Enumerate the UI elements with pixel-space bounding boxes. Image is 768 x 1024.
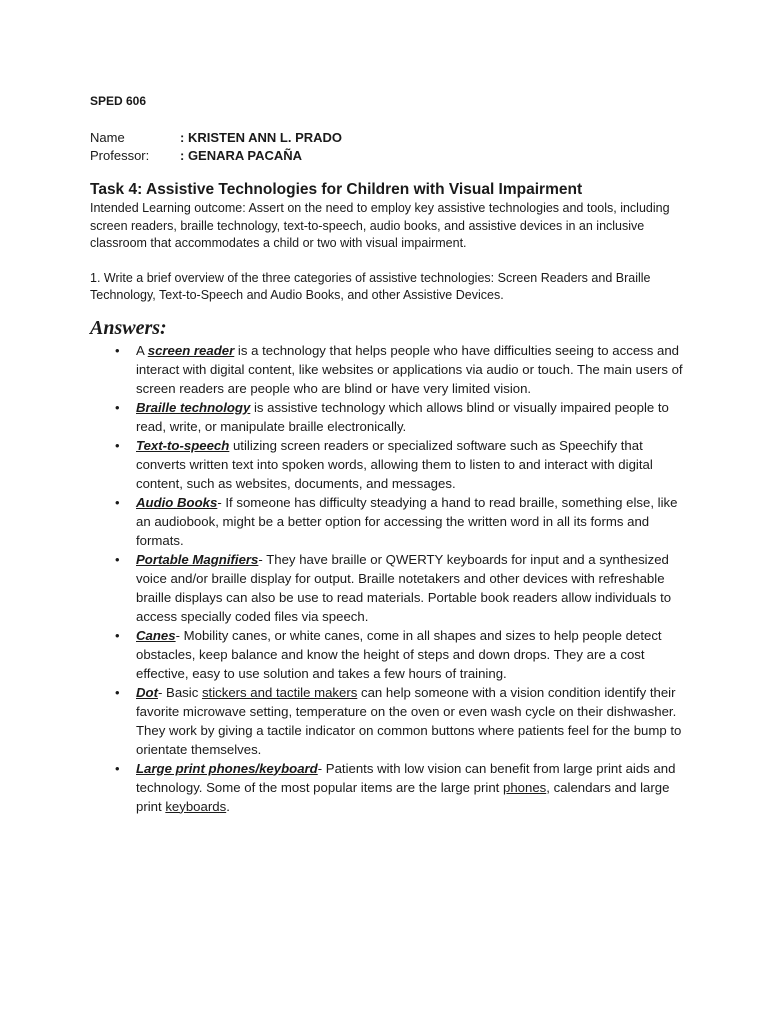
list-item: [115, 341, 690, 398]
item-term: Dot: [136, 684, 158, 700]
list-item: [115, 626, 690, 683]
bullet-icon: •: [115, 627, 120, 643]
list-item: [115, 550, 690, 626]
item-text: , calendars and large print: [136, 779, 670, 814]
professor-label: Professor:: [90, 148, 150, 163]
item-text: - Basic: [157, 684, 202, 700]
item-text: can help someone with a vision condition identify their favorite microwave setting, temperature on the oven or even wash cycle on their dishwasher. They work by giving a tactile indicator on common buttons where patients feel for the bump to orientate themselves.: [136, 684, 682, 757]
task-title: Task 4: Assistive Technologies for Children with Visual Impairment: [90, 181, 583, 198]
item-term: Portable Magnifiers: [136, 551, 259, 567]
bullet-icon: •: [115, 494, 120, 510]
name-value: : KRISTEN ANN L. PRADO: [180, 130, 343, 145]
item-term: screen reader: [147, 342, 235, 358]
bullet-icon: •: [115, 342, 120, 358]
stickers-link[interactable]: stickers and tactile makers: [201, 684, 358, 700]
name-row: [90, 129, 690, 147]
learning-outcome: Intended Learning outcome: Assert on the need to employ key assistive technologies and tools, including screen readers, braille technology, text-to-speech, audio books, and assistive devices in an inclusive classroom that accommodates a child or two with visual impairment.: [90, 201, 670, 250]
item-term: Large print phones/keyboard: [136, 760, 318, 776]
item-text: - They have braille or QWERTY keyboards for input and a synthesized voice and/or braille display for output. Braille notetakers and other devices with refreshable braille displays can also be use to read materials. Portable book readers allow individuals to access specially coded files via speech.: [136, 551, 672, 624]
course-code: SPED 606: [90, 94, 147, 108]
item-text: is assistive technology which allows blind or visually impaired people to read, write, or manipulate braille electronically.: [136, 399, 669, 434]
phones-link[interactable]: phones: [503, 779, 547, 795]
bullet-icon: •: [115, 551, 120, 567]
list-item: [115, 436, 690, 493]
item-text: utilizing screen readers or specialized software such as Speechify that converts written text into spoken words, allowing them to listen to and interact with digital content, such as websites, documents, and messages.: [136, 437, 653, 491]
list-item: [115, 683, 690, 759]
item-term: Braille technology: [136, 399, 251, 415]
keyboards-link[interactable]: keyboards: [165, 798, 227, 814]
bullet-icon: •: [115, 399, 120, 415]
item-text: .: [226, 798, 230, 814]
item-term: Canes: [136, 627, 176, 643]
professor-row: [90, 147, 690, 165]
bullet-icon: •: [115, 760, 120, 776]
answers-list: [90, 341, 690, 816]
bullet-icon: •: [115, 684, 120, 700]
item-text: - If someone has difficulty steadying a hand to read braille, something else, like an audiobook, might be a better option for accessing the written word in all its forms and formats.: [136, 494, 678, 548]
list-item: [115, 759, 690, 816]
name-label: Name: [90, 130, 125, 145]
item-term: Audio Books: [136, 494, 218, 510]
student-info: [90, 129, 690, 165]
document-page: [90, 93, 690, 816]
list-item: [115, 493, 690, 550]
item-prefix: A: [136, 342, 148, 358]
item-text: is a technology that helps people who have difficulties seeing to access and interact with digital content, like websites or applications via audio or touch. The main users of screen readers are people who are blind or have very limited vision.: [136, 342, 683, 396]
task-question: 1. Write a brief overview of the three categories of assistive technologies: Screen Readers and Braille Technology, Text-to-Speech and Audio Books, and other Assistive Devices.: [90, 270, 651, 302]
list-item: [115, 398, 690, 436]
item-text: - Mobility canes, or white canes, come in all shapes and sizes to help people detect obstacles, keep balance and know the height of steps and down drops. They are a cost effective, easy to use solution and takes a few hours of training.: [136, 627, 662, 681]
bullet-icon: •: [115, 437, 120, 453]
professor-value: : GENARA PACAÑA: [180, 148, 303, 163]
item-text: - Patients with low vision can benefit from large print aids and technology. Some of the most popular items are the large print: [136, 760, 676, 795]
item-term: Text-to-speech: [136, 437, 230, 453]
answers-heading: Answers:: [90, 316, 167, 339]
